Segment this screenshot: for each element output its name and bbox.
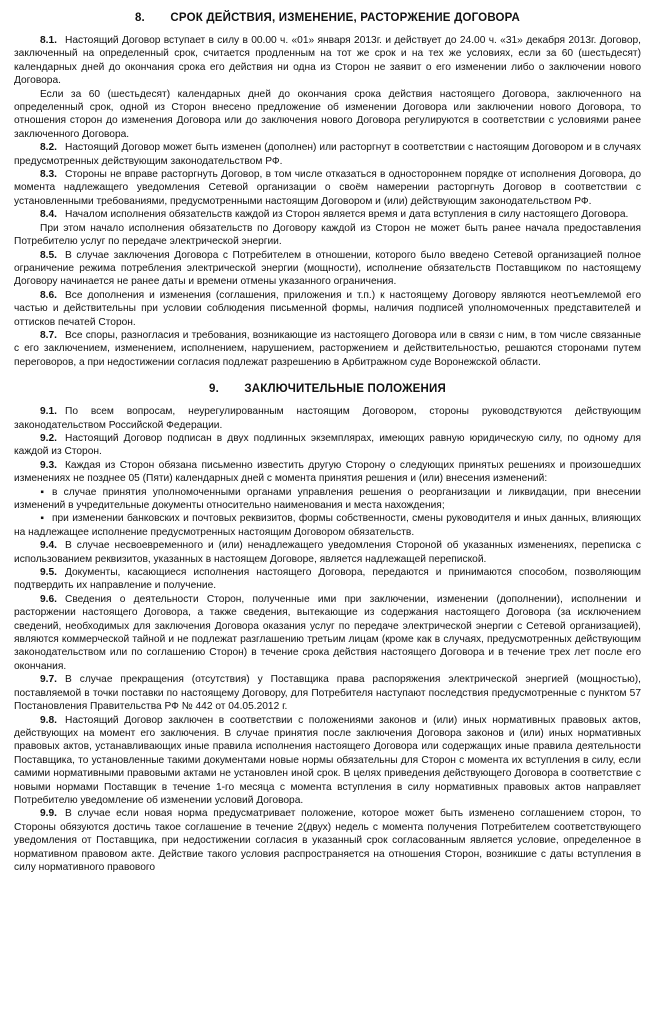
clause-number: 9.3. bbox=[40, 459, 57, 471]
bullet-marker: ▪ bbox=[40, 513, 44, 525]
bullet-item bbox=[14, 486, 641, 513]
clause-text: Если за 60 (шестьдесят) календарных дней до окончания срока действия настоящего Договора, заключенного на определенный срок, одной из Сторон внесено предложение об изменении Договора или заключении нового Договора, то отношения сторон до изменения Договора или до заключения нового Договора регулируются в соответствии с условиями ранее заключенного Договора. bbox=[14, 88, 641, 140]
clause-paragraph bbox=[14, 593, 641, 673]
clause-number: 8.2. bbox=[40, 142, 57, 154]
section-8-body bbox=[14, 34, 641, 369]
clause-text: Началом исполнения обязательств каждой из Сторон является время и дата вступления в силу настоящего Договора. bbox=[65, 209, 629, 221]
clause-number: 8.3. bbox=[40, 169, 57, 181]
clause-text: Стороны не вправе расторгнуть Договор, в том числе отказаться в одностороннем порядке от исполнения Договора, до момента надлежащего уведомления Сетевой организации о своём намерении расторгнуть Договор в соответствии с установленными требованиями, предусмотренными настоящим Договором и (или) действующим законодательством РФ. bbox=[14, 169, 641, 207]
clause-paragraph bbox=[14, 208, 641, 221]
clause-text: Настоящий Договор вступает в силу в 00.00 ч. «01» января 2013г. и действует до 24.00 ч. «31» декабря 2013г. Договор, заключенный на определенный срок, считается продленным на тот же срок и на тех же условиях, если за 60 (шестьдесят) календарных дней до окончания срока его действия ни одна из Сторон не заявит о его изменении либо о заключении нового Договора. bbox=[14, 35, 641, 87]
clause-text: Документы, касающиеся исполнения настоящего Договора, передаются и принимаются способом, позволяющим подтвердить их направление и получение. bbox=[14, 567, 641, 592]
clause-paragraph bbox=[14, 168, 641, 208]
section-9-number: 9. bbox=[208, 383, 219, 396]
clause-text: При этом начало исполнения обязательств по Договору каждой из Сторон не может быть ранее начала предоставления Потребителю услуг по передаче электрической энергии. bbox=[14, 222, 641, 248]
clause-number: 8.1. bbox=[40, 35, 57, 46]
clause-paragraph bbox=[14, 566, 641, 593]
clause-paragraph bbox=[14, 329, 641, 369]
section-9-heading: ЗАКЛЮЧИТЕЛЬНЫЕ ПОЛОЖЕНИЯ bbox=[244, 383, 446, 396]
section-9-title bbox=[14, 383, 641, 395]
clause-paragraph bbox=[14, 141, 641, 168]
clause-number: 9.8. bbox=[40, 714, 57, 726]
clause-paragraph bbox=[14, 459, 641, 486]
section-8-title bbox=[14, 12, 641, 24]
clause-text: Настоящий Договор заключен в соответствии с положениями законов и (или) иных нормативных правовых актов, действующих на момент его заключения. В случае принятия после заключения Договора законов и (или) иных нормативных правовых актов, устанавливающих иные правила исполнения настоящего Договора или содержащих иные правила деятельности Поставщика, то установленные такими документами новые нормы обязательны для Сторон с момента их вступления в силу, если самими нормативными правовыми актами не установлен иной срок. В целях приведения действующего Договора в соответствие с новыми нормами Поставщик в течение 1-го месяца с момента вступления в силу нормативных правовых актов направляет Потребителю уведомление об изменении условий Договора. bbox=[14, 714, 641, 806]
clause-text: в случае принятия уполномоченными органами управления решения о реорганизации и ликвидации, при внесении изменений в учредительные документы относительно наименования и места нахождения; bbox=[14, 486, 641, 511]
clause-number: 9.1. bbox=[40, 406, 57, 418]
clause-paragraph bbox=[14, 249, 641, 289]
clause-text: В случае прекращения (отсутствия) у Поставщика права распоряжения электрической энергией (мощностью), поставляемой в точки поставки по настоящему Договору, для Потребителя наступают последствия предусмотренные с пунктом 57 Постановления Правительства РФ № 442 от 04.05.2012 г. bbox=[14, 674, 641, 713]
clause-paragraph bbox=[14, 289, 641, 329]
clause-paragraph bbox=[14, 34, 641, 88]
clause-number: 8.7. bbox=[40, 329, 57, 341]
clause-number: 9.4. bbox=[40, 540, 57, 552]
clause-paragraph bbox=[14, 714, 641, 808]
clause-paragraph bbox=[14, 405, 641, 432]
clause-text: В случае несвоевременного и (или) ненадлежащего уведомления Стороной об указанных изменениях, переписка с использованием реквизитов, указанных в настоящем Договоре, является надлежащей перепиской. bbox=[14, 540, 641, 565]
clause-text: По всем вопросам, неурегулированным настоящим Договором, стороны руководствуются действующим законодательством Российской Федерации. bbox=[14, 406, 641, 431]
clause-number: 8.6. bbox=[40, 289, 57, 301]
section-9-body bbox=[14, 405, 641, 874]
clause-text: Все споры, разногласия и требования, возникающие из настоящего Договора или в связи с ним, в том числе связанные с его заключением, изменением, исполнением, нарушением, расторжением и действительностью, решаются сторонами путем переговоров, а при недостижении согласия подлежат разрешению в Арбитражном суде Воронежской области. bbox=[14, 329, 641, 368]
clause-paragraph bbox=[14, 673, 641, 713]
clause-text: Настоящий Договор может быть изменен (дополнен) или расторгнут в соответствии с настоящим Договором и в случаях предусмотренных действующим законодательством РФ. bbox=[14, 142, 641, 167]
clause-text: Сведения о деятельности Сторон, полученные ими при заключении, изменении (дополнении), исполнении и расторжении настоящего Договора, а также сведения, вытекающие из содержания настоящего Договора (за исключением сведений, необходимых для заключения Договора оказания услуг по передаче электрической энергии с Сетевой организацией), являются коммерческой тайной и не подлежат разглашению третьим лицам (кроме как в случаях, предусмотренных действующим законодательством или по соглашению Сторон) в течение срока действия настоящего Договора и в течение трех лет после его окончания. bbox=[14, 593, 641, 672]
bullet-item bbox=[14, 512, 641, 539]
bullet-marker: ▪ bbox=[40, 486, 44, 498]
section-8-heading: СРОК ДЕЙСТВИЯ, ИЗМЕНЕНИЕ, РАСТОРЖЕНИЕ ДОГОВОРА bbox=[170, 12, 521, 24]
section-8-number: 8. bbox=[134, 12, 145, 24]
clause-text: Настоящий Договор подписан в двух подлинных экземплярах, имеющих равную юридическую силу, по одному для каждой из Сторон. bbox=[14, 432, 641, 458]
clause-paragraph bbox=[14, 88, 641, 142]
clause-text: Все дополнения и изменения (соглашения, приложения и т.п.) к настоящему Договору являются неотъемлемой его частью и действительны при условии соблюдения письменной формы, наличия подписей уполномоченных представителей и оттисков печатей Сторон. bbox=[14, 289, 641, 328]
clause-paragraph bbox=[14, 222, 641, 249]
clause-number: 8.5. bbox=[40, 249, 57, 261]
clause-text: В случае заключения Договора с Потребителем в отношении, которого было введено Сетевой организацией полное ограничение режима потребления электрической энергии (мощности), исполнение обязательств Поставщиком по настоящему Договору начинается не ранее даты и времени отмены указанного ограничения. bbox=[14, 249, 641, 288]
clause-paragraph bbox=[14, 539, 641, 566]
clause-text: Каждая из Сторон обязана письменно известить другую Сторону о следующих принятых решениях и произошедших изменениях не позднее 05 (Пяти) календарных дней с момента принятия решения и (или) внесения изменений: bbox=[14, 459, 641, 485]
clause-number: 9.6. bbox=[40, 593, 57, 605]
clause-number: 9.9. bbox=[40, 808, 57, 820]
clause-number: 8.4. bbox=[40, 209, 57, 221]
clause-paragraph bbox=[14, 807, 641, 874]
clause-text: при изменении банковских и почтовых реквизитов, формы собственности, смены руководителя и иных данных, влияющих на надлежащее исполнение предусмотренных настоящим Договором обязательств. bbox=[14, 513, 641, 538]
clause-paragraph bbox=[14, 432, 641, 459]
clause-number: 9.5. bbox=[40, 567, 57, 579]
clause-number: 9.7. bbox=[40, 674, 57, 686]
clause-number: 9.2. bbox=[40, 432, 57, 444]
clause-text: В случае если новая норма предусматривает положение, которое может быть изменено соглашением сторон, то Стороны обязуются достичь такое соглашение в течение 2(двух) недель с момента получения Потребителем соответствующего уведомления от Поставщика, при недостижении согласия в указанный срок согласованным является условие, определенное в нормативном правовом акте. Действие такого условия распространяется на отношения Сторон, возникшие с даты вступления в силу нормативного правового bbox=[14, 808, 641, 873]
